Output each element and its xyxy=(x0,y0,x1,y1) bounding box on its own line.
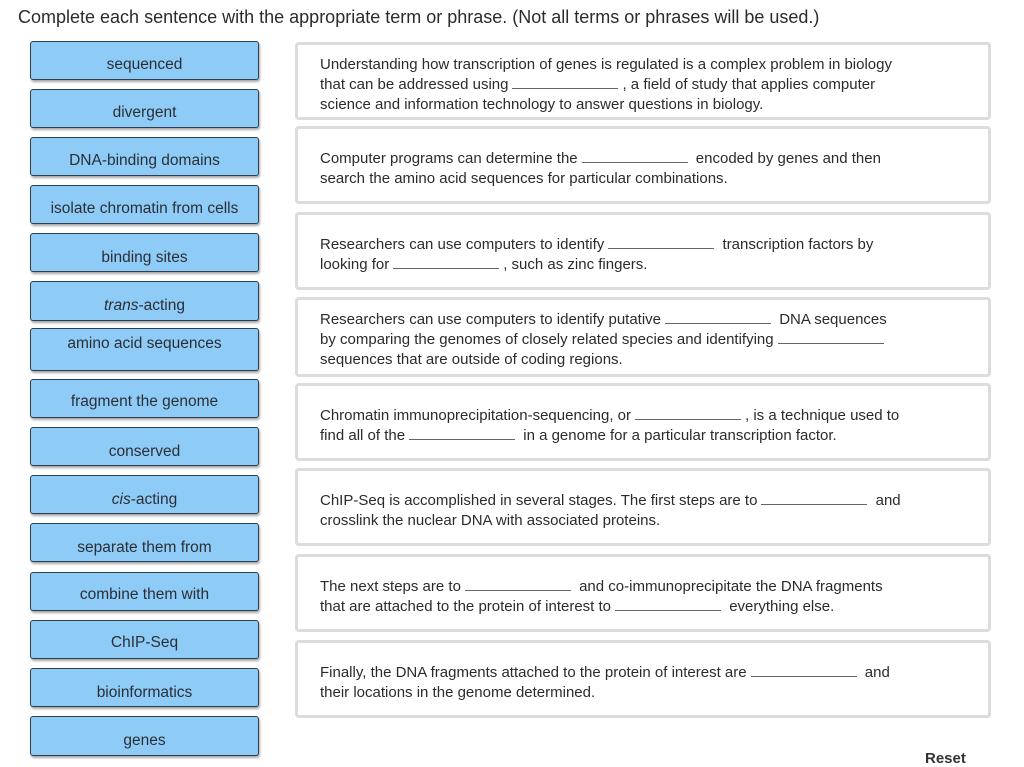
term-tile-separate-them-from[interactable] xyxy=(30,523,259,562)
sentence-fragment: search the amino acid sequences for particular combinations. xyxy=(320,170,728,187)
sentence-fragment: in a genome for a particular transcription factor. xyxy=(523,427,837,444)
term-tile-chip-seq[interactable] xyxy=(30,620,259,659)
term-label xyxy=(31,297,258,315)
sentence-fragment: crosslink the nuclear DNA with associated proteins. xyxy=(320,512,661,529)
sentence-fragment: and xyxy=(875,492,901,509)
sentence-box-4 xyxy=(295,297,991,377)
answer-blank[interactable] xyxy=(393,256,499,269)
term-label: amino acid sequences xyxy=(67,335,222,352)
sentence-fragment: Researchers can use computers to identify putative xyxy=(320,311,662,328)
term-label: fragment the genome xyxy=(70,393,219,410)
answer-blank[interactable] xyxy=(465,578,571,591)
sentence-fragment: science and information technology to answer questions in biology. xyxy=(320,96,764,113)
term-tile-combine-them-with[interactable] xyxy=(30,572,259,611)
sentence-fragment: DNA sequences xyxy=(779,311,887,328)
term-tile-bioinformatics[interactable] xyxy=(30,668,259,707)
sentence-fragment: Researchers can use computers to identify xyxy=(320,236,605,253)
sentence-text xyxy=(320,663,958,703)
answer-blank[interactable] xyxy=(582,150,688,163)
term-label: genes xyxy=(123,732,166,749)
term-suffix: -acting xyxy=(130,491,178,508)
instructions-text: Complete each sentence with the appropriate term or phrase. (Not all terms or phrases will be used.) xyxy=(18,7,820,27)
sentence-fragment: Computer programs can determine the xyxy=(320,150,578,167)
sentence-text xyxy=(320,149,958,189)
sentence-fragment: and xyxy=(864,664,890,681)
term-italic: trans xyxy=(104,297,139,314)
sentence-fragment: ChIP-Seq is accomplished in several stages. The first steps are to xyxy=(320,492,758,509)
term-label xyxy=(31,491,258,509)
answer-blank[interactable] xyxy=(615,598,721,611)
sentence-fragment: Understanding how transcription of genes is regulated is a complex problem in biology xyxy=(320,56,892,73)
sentence-fragment: Chromatin immunoprecipitation-sequencing, or xyxy=(320,407,631,424)
term-tile-cis-acting[interactable] xyxy=(30,475,259,514)
answer-blank[interactable] xyxy=(409,427,515,440)
answer-blank[interactable] xyxy=(751,664,857,677)
term-tile-divergent[interactable] xyxy=(30,89,259,128)
answer-blank[interactable] xyxy=(761,492,867,505)
term-label: combine them with xyxy=(79,586,210,603)
answer-blank[interactable] xyxy=(635,407,741,420)
term-tile-conserved[interactable] xyxy=(30,427,259,466)
term-tile-binding-sites[interactable] xyxy=(30,233,259,272)
term-label: divergent xyxy=(112,104,177,121)
sentence-box-6 xyxy=(295,468,991,546)
sentence-fragment: , is a technique used to xyxy=(745,407,900,424)
sentence-box-8 xyxy=(295,640,991,718)
sentence-text xyxy=(320,235,958,275)
sentence-box-1 xyxy=(295,42,991,120)
sentence-fragment: that are attached to the protein of interest to xyxy=(320,598,612,615)
term-italic: cis xyxy=(111,491,131,508)
term-label: DNA-binding domains xyxy=(69,152,220,169)
sentence-text xyxy=(320,577,958,617)
sentence-box-2 xyxy=(295,126,991,204)
term-label: conserved xyxy=(108,443,181,460)
term-label: isolate chromatin from cells xyxy=(50,200,239,217)
reset-button[interactable]: Reset xyxy=(925,750,966,767)
answer-blank[interactable] xyxy=(778,331,884,344)
sentence-fragment: transcription factors by xyxy=(722,236,874,253)
sentence-fragment: everything else. xyxy=(729,598,835,615)
sentence-box-3 xyxy=(295,212,991,290)
term-tile-genes[interactable] xyxy=(30,716,259,756)
sentence-box-7 xyxy=(295,554,991,632)
term-tile-amino-acid-sequences[interactable] xyxy=(30,328,259,371)
term-label: ChIP-Seq xyxy=(110,634,179,651)
sentence-fragment: sequences that are outside of coding regions. xyxy=(320,351,623,368)
sentence-fragment: that can be addressed using xyxy=(320,76,509,93)
sentence-box-5 xyxy=(295,383,991,461)
sentence-fragment: and co-immunoprecipitate the DNA fragments xyxy=(579,578,883,595)
sentence-fragment: encoded by genes and then xyxy=(695,150,881,167)
sentence-text xyxy=(320,55,958,115)
sentence-text xyxy=(320,310,958,370)
sentence-text xyxy=(320,491,958,531)
term-suffix: -acting xyxy=(138,297,185,314)
sentence-fragment: , a field of study that applies computer xyxy=(622,76,876,93)
term-tile-trans-acting[interactable] xyxy=(30,281,259,321)
answer-blank[interactable] xyxy=(608,236,714,249)
answer-blank[interactable] xyxy=(665,311,771,324)
term-label: bioinformatics xyxy=(96,684,193,701)
term-label: separate them from xyxy=(77,539,212,556)
term-tile-fragment-the-genome[interactable] xyxy=(30,379,259,418)
term-label: sequenced xyxy=(106,56,183,73)
term-tile-dna-binding-domains[interactable] xyxy=(30,137,259,176)
sentence-fragment: looking for xyxy=(320,256,390,273)
sentence-fragment: find all of the xyxy=(320,427,406,444)
sentence-fragment: their locations in the genome determined. xyxy=(320,684,596,701)
sentence-fragment: The next steps are to xyxy=(320,578,461,595)
answer-blank[interactable] xyxy=(512,76,618,89)
sentence-fragment: by comparing the genomes of closely related species and identifying xyxy=(320,331,774,348)
term-label: binding sites xyxy=(101,249,188,266)
term-tile-sequenced[interactable] xyxy=(30,41,259,80)
term-tile-isolate-chromatin[interactable] xyxy=(30,185,259,224)
sentence-fragment: , such as zinc fingers. xyxy=(503,256,648,273)
sentence-fragment: Finally, the DNA fragments attached to the protein of interest are xyxy=(320,664,747,681)
sentence-text xyxy=(320,406,958,446)
